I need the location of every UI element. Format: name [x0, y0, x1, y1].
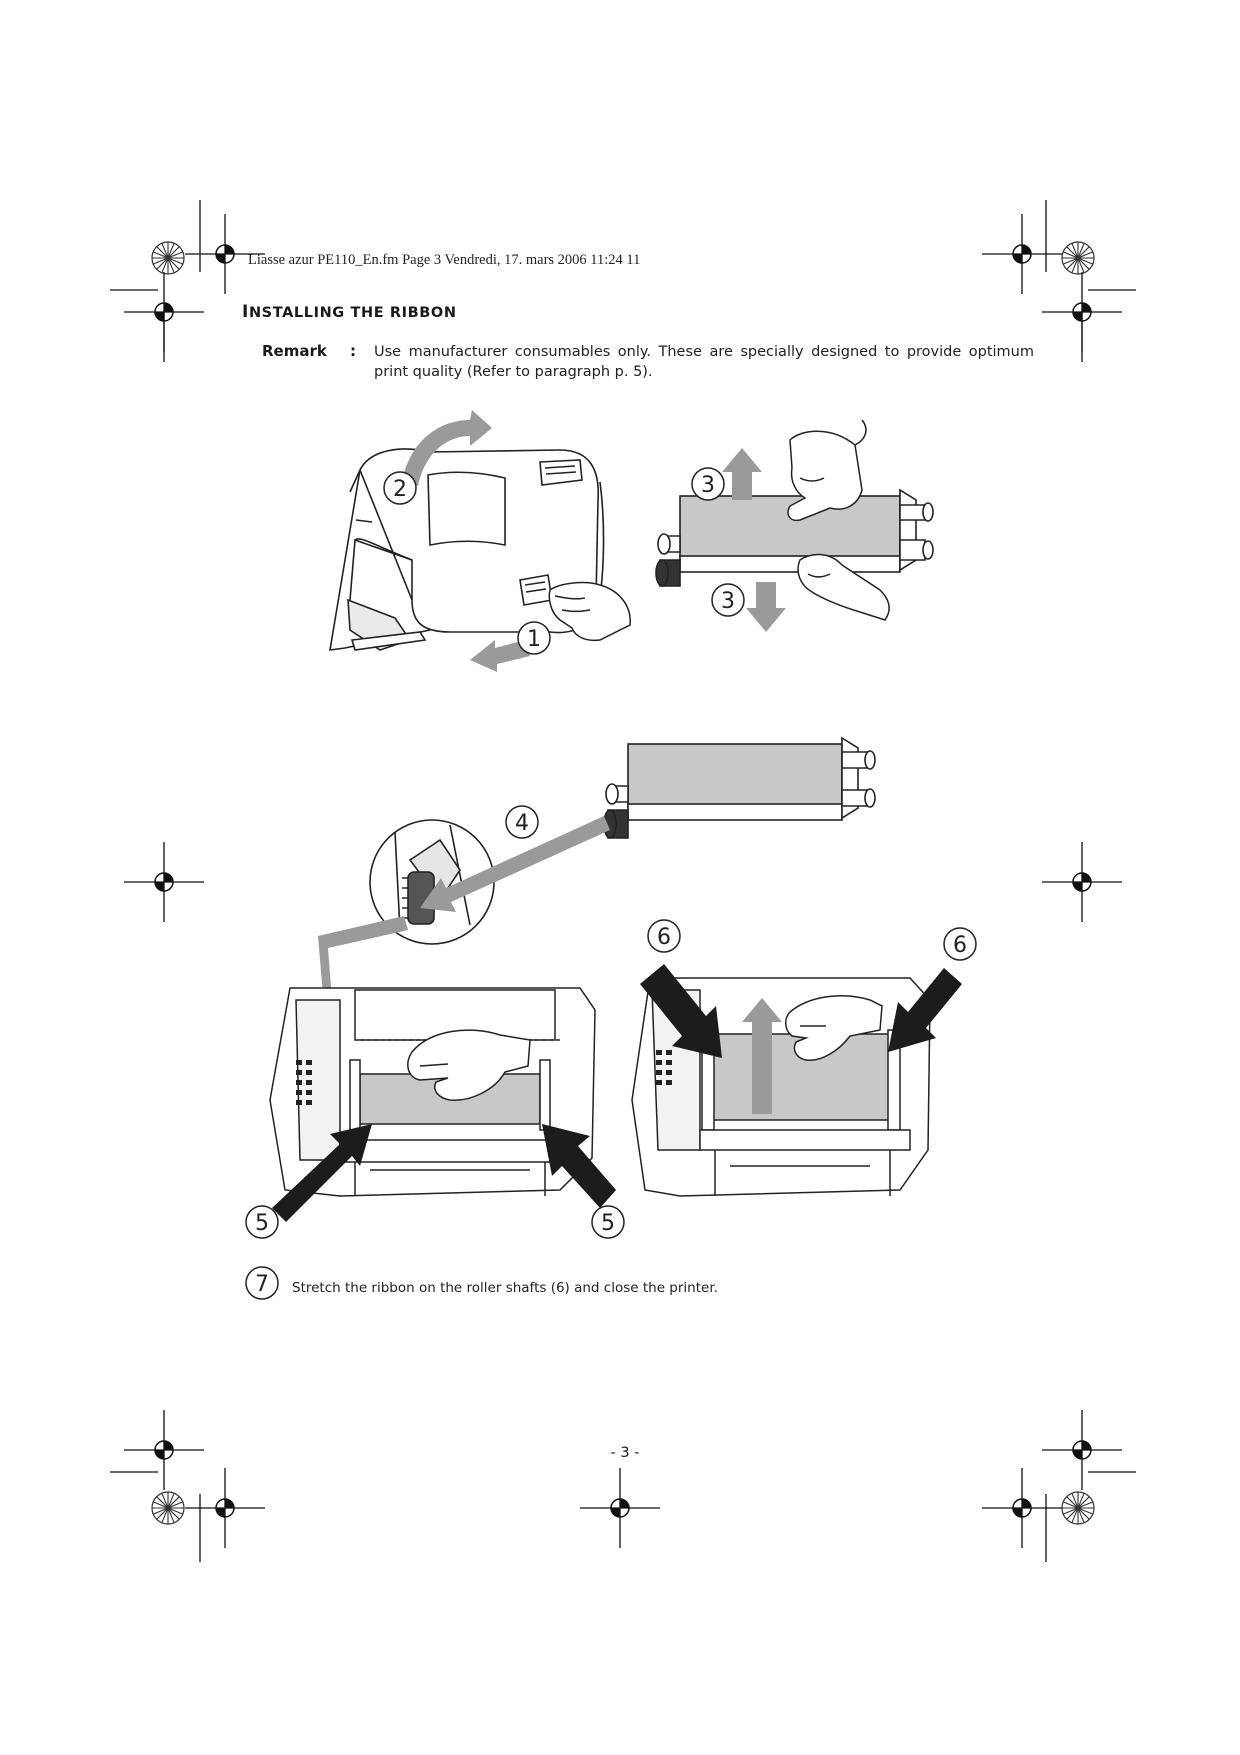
new-ribbon-cassette [604, 738, 875, 838]
step-label-1: 1 [527, 627, 541, 652]
file-slug: Liasse azur PE110_En.fm Page 3 Vendredi, 17. mars 2006 11:24 11 [248, 252, 641, 268]
black-arrow-right [542, 1124, 616, 1208]
step7-instruction: Stretch the ribbon on the roller shafts (6) and close the printer. [292, 1280, 718, 1296]
step-label-4: 4 [515, 811, 529, 836]
step-label-3-top: 3 [701, 473, 715, 498]
step-label-3-bottom: 3 [721, 589, 735, 614]
remark-text: Use manufacturer consumables only. These are specially designed to provide optimum print quality (Refer to paragraph p. 5). [374, 344, 1034, 380]
arrow-pull-down [746, 582, 786, 632]
remark-label: Remark [262, 342, 327, 360]
step-label-5-left: 5 [255, 1211, 269, 1236]
section-title-rest: NSTALLING THE RIBBON [248, 305, 457, 321]
step-label-5-right: 5 [601, 1211, 615, 1236]
step-label-6-right: 6 [953, 933, 967, 958]
section-title-initial: I [242, 302, 249, 322]
step-label-2: 2 [393, 477, 407, 502]
remark-colon: : [350, 342, 356, 360]
step-label-7: 7 [255, 1272, 269, 1297]
arrow-lift-up [722, 448, 762, 500]
step-label-6-left: 6 [657, 925, 671, 950]
page-number: - 3 - [610, 1445, 640, 1461]
